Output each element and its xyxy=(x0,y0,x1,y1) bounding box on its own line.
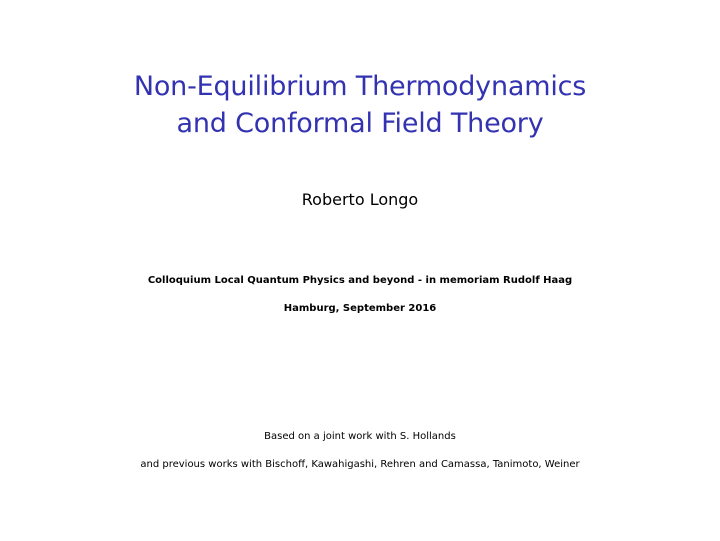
event-date-place: Hamburg, September 2016 xyxy=(283,303,437,314)
joint-work-note: Based on a joint work with S. Hollands xyxy=(264,431,456,442)
previous-works-note: and previous works with Bischoff, Kawahigashi, Rehren and Camassa, Tanimoto, Weiner xyxy=(140,459,580,470)
title-line-2: and Conformal Field Theory xyxy=(176,108,544,139)
author-name: Roberto Longo xyxy=(301,190,419,209)
event-name: Colloquium Local Quantum Physics and beyond - in memoriam Rudolf Haag xyxy=(147,275,573,286)
title-line-1: Non-Equilibrium Thermodynamics xyxy=(133,71,587,102)
slide-title xyxy=(0,68,720,142)
